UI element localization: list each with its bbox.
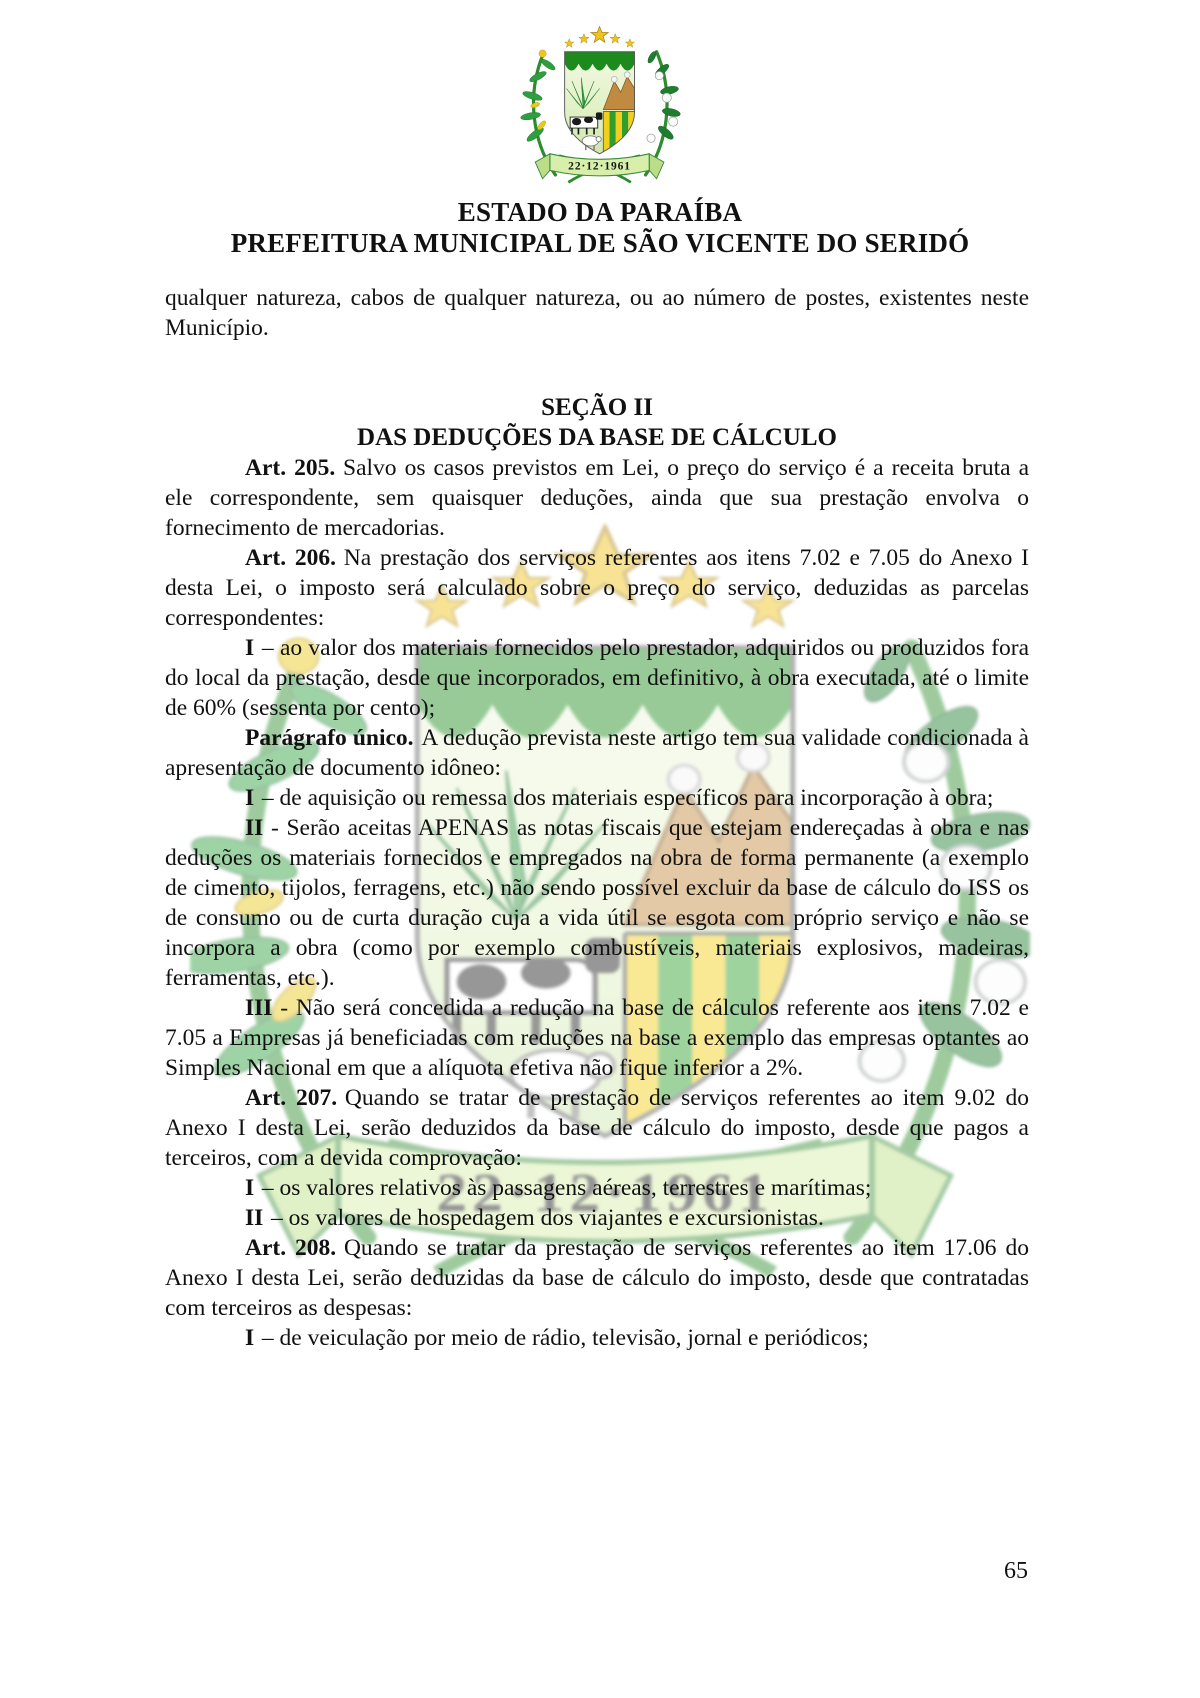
paragraph-lead: I bbox=[245, 1175, 255, 1201]
paragraph-item-ii bbox=[165, 1203, 1029, 1233]
paragraph-art-207 bbox=[165, 1083, 1029, 1173]
paragraph-lead: Art. 208. bbox=[245, 1235, 337, 1261]
paragraph-lead: II bbox=[245, 1205, 264, 1231]
header-logo-row bbox=[0, 0, 1200, 191]
paragraph-lead: I bbox=[245, 1325, 255, 1351]
document-body bbox=[165, 283, 1029, 1353]
paragraph-text: Na prestação dos serviços referentes aos itens 7.02 e 7.05 do Anexo I desta Lei, o imposto será calculado sobre o preço do serviço, deduzidas as parcelas correspondentes: bbox=[165, 545, 1030, 631]
header-municipality: PREFEITURA MUNICIPAL DE SÃO VICENTE DO SERIDÓ bbox=[230, 228, 970, 258]
paragraph-lead: I bbox=[245, 785, 255, 811]
paragraph-lead: II bbox=[245, 815, 264, 841]
paragraph-item-i bbox=[165, 783, 1029, 813]
paragraph-text: – de aquisição ou remessa dos materiais específicos para incorporação à obra; bbox=[261, 785, 994, 811]
paragraph-text: - Serão aceitas APENAS as notas fiscais que estejam endereçadas à obra e nas deduções os materiais fornecidos e empregados na obra de forma permanente (a exemplo de cimento, tijolos, ferragens, etc.) não sendo possível excluir da base de cálculo do ISS os de consumo ou de curta duração cuja a vida útil se esgota com próprio serviço e não se incorpora a obra (como por exemplo combustíveis, materiais explosivos, madeiras, ferramentas, etc.). bbox=[165, 815, 1029, 991]
section-subtitle: DAS DEDUÇÕES DA BASE DE CÁLCULO bbox=[357, 424, 837, 451]
paragraph-item-i bbox=[165, 1323, 1029, 1353]
paragraph-lead: Art. 207. bbox=[245, 1085, 338, 1111]
paragraph-lead: Art. 205. bbox=[245, 455, 336, 481]
intro-paragraph: qualquer natureza, cabos de qualquer natureza, ou ao número de postes, existentes neste Município. bbox=[165, 285, 1029, 341]
paragraph-lead: Parágrafo único. bbox=[245, 725, 414, 751]
paragraph-text: Quando se tratar de prestação de serviços referentes ao item 9.02 do Anexo I desta Lei, serão deduzidos da base de cálculo do imposto, desde que pagos a terceiros, com a devida comprovação: bbox=[165, 1085, 1029, 1171]
paragraph-text: – ao valor dos materiais fornecidos pelo prestador, adquiridos ou produzidos fora do local da prestação, desde que incorporados, em definitivo, à obra executada, até o limite de 60% (sessenta por cento); bbox=[165, 635, 1029, 721]
paragraph-text: Quando se tratar da prestação de serviços referentes ao item 17.06 do Anexo I desta Lei, serão deduzidas da base de cálculo do imposto, desde que contratadas com terceiros as despesas: bbox=[165, 1235, 1029, 1321]
paragraph-lead: I bbox=[245, 635, 255, 661]
paragraph-lead: Art. 206. bbox=[245, 545, 337, 571]
page-number: 65 bbox=[1004, 1558, 1028, 1584]
paragraph-text: – os valores de hospedagem dos viajantes e excursionistas. bbox=[271, 1205, 824, 1231]
header-state: ESTADO DA PARAÍBA bbox=[457, 197, 743, 227]
paragraph-art-206 bbox=[165, 543, 1029, 633]
paragraph-text: - Não será concedida a redução na base de cálculos referente aos itens 7.02 e 7.05 a Empresas já beneficiadas com reduções na base a exemplo das empresas optantes ao Simples Nacional em que a alíquota efetiva não fique inferior a 2%. bbox=[165, 995, 1029, 1081]
paragraph-lead: III bbox=[245, 995, 273, 1021]
paragraph-item-ii bbox=[165, 813, 1029, 993]
paragraph-text: – de veiculação por meio de rádio, televisão, jornal e periódicos; bbox=[261, 1325, 869, 1351]
coat-of-arms-icon bbox=[498, 26, 703, 186]
paragraph-paragrafo-unico bbox=[165, 723, 1029, 783]
section-heading bbox=[165, 393, 1029, 453]
paragraph-art-205 bbox=[165, 453, 1029, 543]
paragraph-text: A dedução prevista neste artigo tem sua validade condicionada à apresentação de documento idôneo: bbox=[165, 725, 1029, 781]
paragraph-item-i bbox=[165, 633, 1029, 723]
paragraph-art-208 bbox=[165, 1233, 1029, 1323]
paragraph-text: Salvo os casos previstos em Lei, o preço do serviço é a receita bruta a ele correspondente, sem quaisquer deduções, ainda que sua prestação envolva o fornecimento de mercadorias. bbox=[165, 455, 1029, 541]
section-title: SEÇÃO II bbox=[541, 394, 653, 421]
paragraph-text: – os valores relativos às passagens aéreas, terrestres e marítimas; bbox=[261, 1175, 872, 1201]
paragraph-item-i bbox=[165, 1173, 1029, 1203]
paragraph-item-iii bbox=[165, 993, 1029, 1083]
